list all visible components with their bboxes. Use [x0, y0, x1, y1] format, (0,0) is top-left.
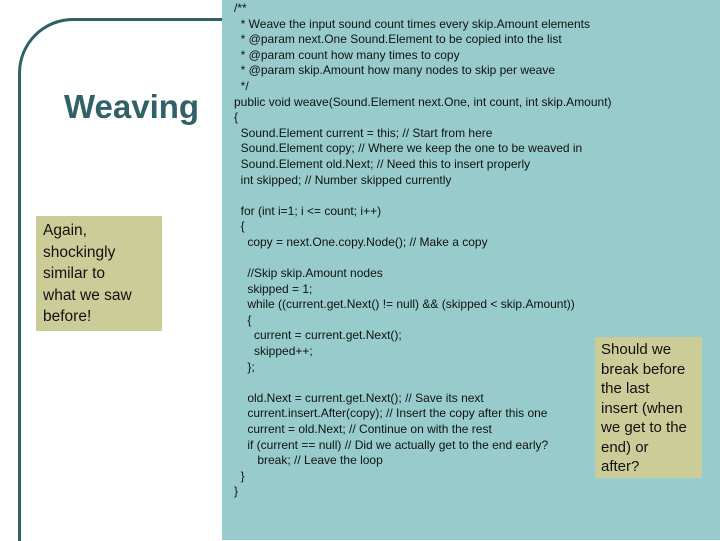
code-line: { [234, 110, 239, 125]
code-line: skipped = 1; [234, 281, 313, 296]
code-line: */ [234, 78, 249, 93]
note-line: end) or [601, 438, 649, 456]
note-line: break before [601, 360, 686, 378]
code-line: { [234, 219, 245, 234]
code-line: int skipped; // Number skipped currently [234, 172, 452, 187]
code-line: current = old.Next; // Continue on with the rest [234, 422, 492, 437]
note-line: the last [601, 380, 650, 397]
code-line: copy = next.One.copy.Node(); // Make a copy [234, 234, 488, 249]
code-line: old.Next = current.get.Next(); // Save its next [234, 390, 484, 405]
slide-title: Weaving [64, 88, 200, 125]
code-line: public void weave(Sound.Element next.One, int count, int skip.Amount) [234, 94, 612, 109]
code-line: } [234, 484, 239, 499]
note-question-callout [595, 337, 702, 478]
note-line: before! [43, 308, 92, 325]
code-line: while ((current.get.Next() != null) && (skipped < skip.Amount)) [234, 297, 575, 312]
note-line: Again, [43, 222, 87, 239]
code-line: for (int i=1; i <= count; i++) [234, 203, 382, 218]
code-line: * @param next.One Sound.Element to be copied into the list [234, 32, 562, 47]
code-line: Sound.Element old.Next; // Need this to insert properly [234, 156, 531, 171]
note-line: similar to [43, 265, 106, 282]
code-line: if (current == null) // Did we actually get to the end early? [234, 437, 549, 452]
code-line: }; [234, 359, 255, 374]
code-line: //Skip skip.Amount nodes [234, 266, 383, 281]
code-line: { [234, 312, 252, 327]
note-line: after? [601, 458, 640, 475]
code-line: Sound.Element current = this; // Start from here [234, 125, 493, 140]
note-line: Should we [601, 341, 672, 358]
code-block [234, 1, 612, 500]
code-line: * @param skip.Amount how many nodes to skip per weave [234, 63, 555, 78]
note-line: shockingly [43, 243, 116, 261]
code-line: /** [234, 1, 247, 15]
code-line: current = current.get.Next(); [234, 328, 402, 343]
note-similar-callout [36, 216, 162, 331]
code-line: } [234, 468, 245, 483]
code-line: * Weave the input sound count times every skip.Amount elements [234, 16, 590, 31]
code-line: skipped++; [234, 344, 313, 359]
code-line: * @param count how many times to copy [234, 47, 460, 62]
note-line: what we saw [43, 286, 132, 304]
code-line: break; // Leave the loop [234, 453, 383, 468]
code-line: Sound.Element copy; // Where we keep the one to be weaved in [234, 141, 583, 156]
code-line: current.insert.After(copy); // Insert the copy after this one [234, 406, 548, 421]
note-line: insert (when [601, 399, 683, 417]
note-line: we get to the [601, 419, 687, 436]
